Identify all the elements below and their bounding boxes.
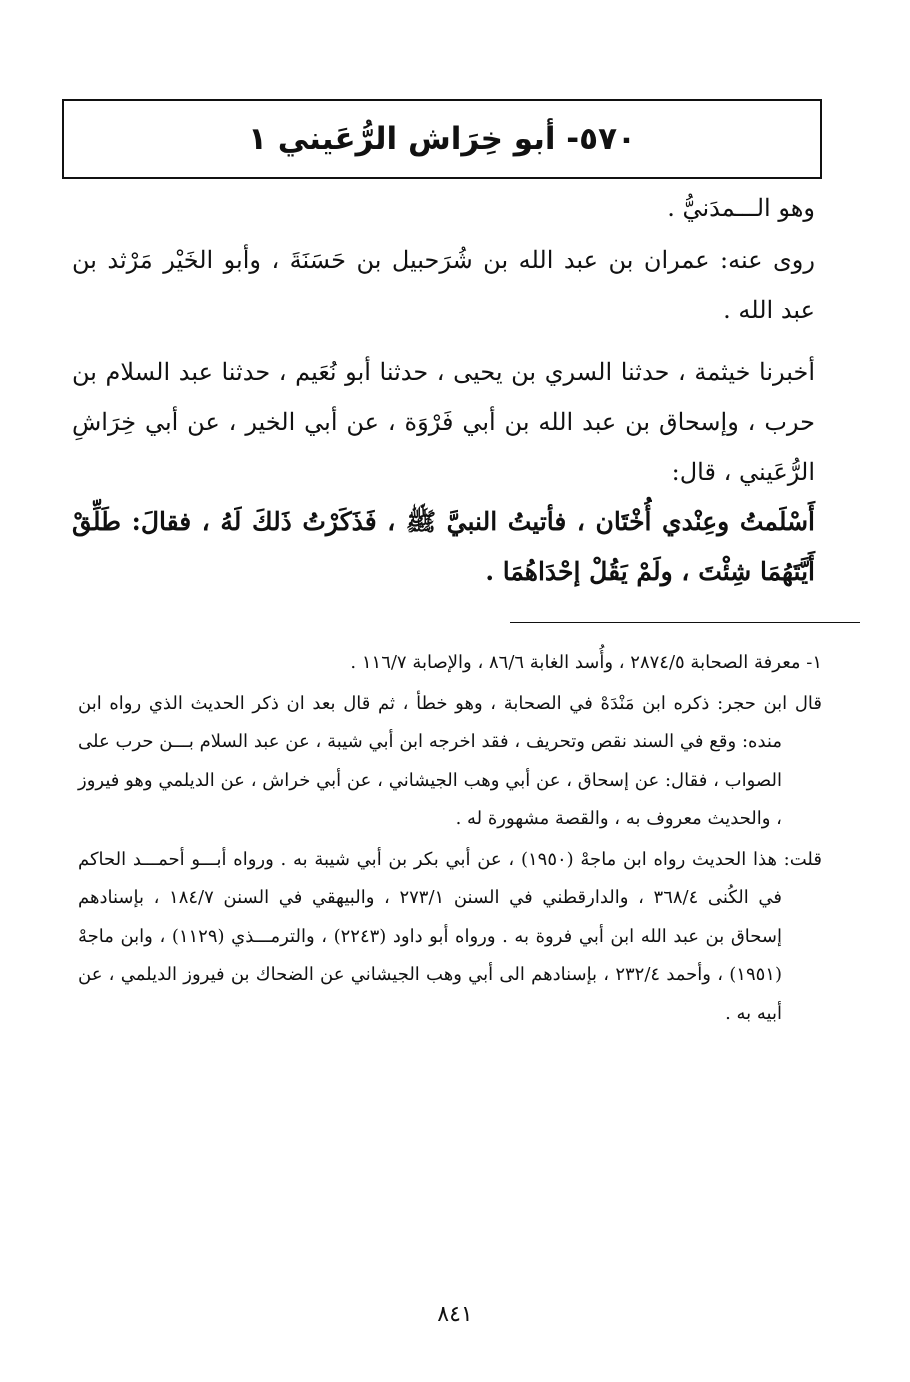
page-number: ٨٤١ bbox=[437, 1302, 473, 1327]
hadith-text: أَسْلَمتُ وعِنْدي أُخْتَان ، فأتيتُ النبيَّ ﷺ ، فَذَكَرْتُ ذَلكَ لَهُ ، فقالَ: طَلِّقْ أَيَّتَهُمَا شِئْتَ ، ولَمْ يَقُلْ إحْدَاهُمَا . bbox=[72, 507, 815, 586]
paragraph-narrators: روى عنه: عمران بن عبد الله بن شُرَحبيل بن حَسَنَةَ ، وأبو الخَيْر مَرْثد بن عبد الله . bbox=[72, 246, 815, 324]
footnote-divider bbox=[510, 622, 860, 623]
footnote-sources: ١- معرفة الصحابة ٢٨٧٤/٥ ، وأُسد الغابة ٨٦/٦ ، والإصابة ١١٦/٧ . bbox=[350, 652, 822, 673]
paragraph-lineage: وهو الـــمدَنيُّ . bbox=[667, 194, 815, 222]
footnote-editor-note: قلت: هذا الحديث رواه ابن ماجهْ (١٩٥٠) ، عن أبي بكر بن أبي شيبة به . ورواه أبـــو أحمـــد الحاكم في الكُنى ٣٦٨/٤ ، والدارقطني في السنن ٢٧٣/١ ، والبيهقي في السنن ١٨٤/٧ ، بإسنادهم إسحاق بن عبد الله ابن أبي فروة به . ورواه أبو داود (٢٢٤٣) ، والترمـــذي (١١٢٩) ، وابن ماجهْ (١٩٥١) ، وأحمد ٢٣٢/٤ ، بإسنادهم الى أبي وهب الجيشاني عن الضحاك بن فيروز الديلمي ، عن أبيه به . bbox=[78, 848, 822, 1024]
entry-title: ٥٧٠- أبو خِرَاش الرُّعَيني ١ bbox=[248, 121, 636, 157]
title-box bbox=[62, 99, 822, 179]
main-text bbox=[72, 183, 815, 597]
paragraph-isnad: أخبرنا خيثمة ، حدثنا السري بن يحيى ، حدثنا أبو نُعَيم ، حدثنا عبد السلام بن حرب ، وإسحاق بن عبد الله بن أبي فَرْوَة ، عن أبي الخير ، عن أبي خِرَاشِ الرُّعَيني ، قال: bbox=[72, 358, 815, 486]
footnote-ibn-hajar: قال ابن حجر: ذكره ابن مَنْدَهْ في الصحابة ، وهو خطأ ، ثم قال بعد ان ذكر الحديث الذي رواه ابن منده: وقع في السند نقص وتحريف ، فقد اخرجه ابن أبي شيبة ، عن عبد السلام بـــن حرب على الصواب ، فقال: عن إسحاق ، عن أبي وهب الجيشاني ، عن أبي خراش ، عن الديلمي وهو فيروز ، والحديث معروف به ، والقصة مشهورة له . bbox=[78, 692, 822, 829]
footnotes bbox=[78, 644, 822, 1035]
